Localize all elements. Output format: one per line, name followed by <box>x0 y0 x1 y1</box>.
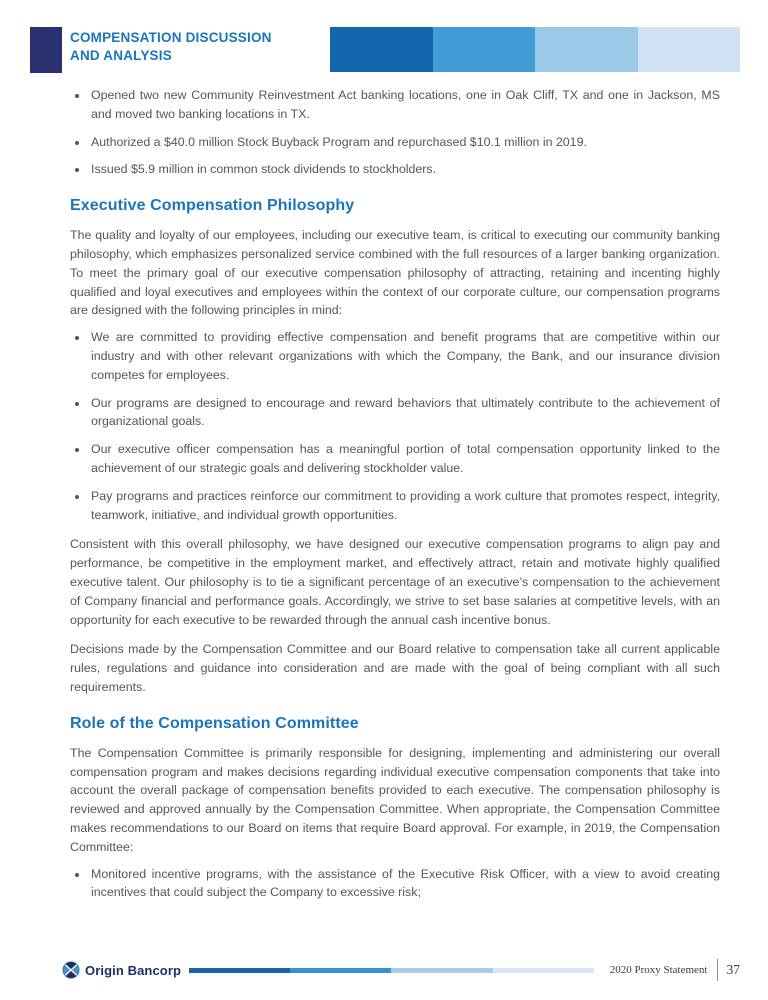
bar-segment <box>330 27 433 72</box>
document-label: 2020 Proxy Statement <box>609 964 708 976</box>
list-item-text: Pay programs and practices reinforce our commitment to providing a work culture that promotes respect, integrity, teamwork, initiative, and individual growth opportunities. <box>91 488 720 522</box>
footer-gradient-bar <box>189 968 594 973</box>
bar-segment <box>493 968 594 973</box>
bullet-icon <box>75 448 79 452</box>
bar-segment <box>391 968 492 973</box>
page-footer <box>62 958 740 982</box>
section-heading: Role of the Compensation Committee <box>70 714 359 732</box>
list-item-text: Opened two new Community Reinvestment Act banking locations, one in Oak Cliff, TX and one in Jackson, MS and moved two banking locations in TX. <box>91 88 720 121</box>
bar-segment <box>189 968 290 973</box>
list-item <box>70 86 720 124</box>
list-item-text: Our executive officer compensation has a meaningful portion of total compensation opportunity linked to the achievement of our strategic goals and delivering stockholder value. <box>91 442 720 475</box>
bar-segment <box>433 27 536 72</box>
page-title-line2: AND ANALYSIS <box>70 47 172 63</box>
paragraph: The quality and loyalty of our employees, including our executive team, is critical to executing our community banking philosophy, which emphasizes personalized service combined with the full resources of a larger banking organization. To meet the primary goal of our executive compensation philosophy of attracting, retaining and incenting highly qualified and loyal executives and employees within the context of our corporate culture, our compensation programs are designed with the following principles in mind: <box>70 228 720 318</box>
list-item <box>70 160 720 179</box>
list-item <box>70 865 720 903</box>
header-gradient-bar <box>330 27 740 72</box>
company-name: Origin Bancorp <box>85 962 182 978</box>
bullet-icon <box>75 402 79 406</box>
bullet-list <box>70 865 720 903</box>
list-item-text: Our programs are designed to encourage and reward behaviors that ultimately contribute to the achievement of organizational goals. <box>91 395 720 429</box>
bar-segment <box>535 27 638 72</box>
bullet-icon <box>75 336 79 340</box>
list-item <box>70 394 720 432</box>
section-heading: Executive Compensation Philosophy <box>70 197 355 215</box>
page-number: 37 <box>726 962 740 977</box>
bullet-icon <box>75 168 79 172</box>
list-item-text: Monitored incentive programs, with the assistance of the Executive Risk Officer, with a view to avoid creating incentives that could subject the Company to excessive risk; <box>91 866 720 900</box>
bullet-list <box>70 328 720 524</box>
bullet-list <box>70 86 720 179</box>
header-accent-square <box>30 27 62 73</box>
list-item <box>70 440 720 478</box>
list-item <box>70 487 720 525</box>
paragraph: The Compensation Committee is primarily responsible for designing, implementing and administering our overall compensation program and makes decisions regarding individual executive compensation components that take into account the overall package of compensation benefits provided to each executive. The compensation philosophy is reviewed and approved annually by the Compensation Committee. When appropriate, the Compensation Committee makes recommendations to our Board on items that require Board approval. For example, in 2019, the Compensation Committee: <box>70 745 720 854</box>
bullet-icon <box>75 873 79 877</box>
page-sections <box>70 86 720 902</box>
paragraph: Consistent with this overall philosophy, we have designed our executive compensation programs to align pay and performance, be competitive in the employment market, and effectively attract, retain and motivate highly qualified executive talent. Our philosophy is to tie a significant percentage of an executive’s compensation to the achievement of Company financial and performance goals. Accordingly, we strive to set base salaries at competitive levels, with an opportunity for each executive to be rewarded through the annual cash incentive bonus. <box>70 537 720 627</box>
bullet-icon <box>75 141 79 145</box>
bar-segment <box>290 968 391 973</box>
page-title-line1: COMPENSATION DISCUSSION <box>70 30 272 45</box>
list-item-text: Authorized a $40.0 million Stock Buyback Program and repurchased $10.1 million in 2019. <box>91 134 587 149</box>
list-item-text: Issued $5.9 million in common stock dividends to stockholders. <box>91 162 437 177</box>
paragraph: Decisions made by the Compensation Committee and our Board relative to compensation take all current applicable rules, regulations and guidance into consideration and are made with the goal of being compliant with all such requirements. <box>70 642 720 694</box>
bar-segment <box>638 27 741 72</box>
list-item <box>70 328 720 384</box>
bullet-icon <box>75 495 79 499</box>
list-item-text: We are committed to providing effective compensation and benefit programs that are competitive within our industry and with other relevant organizations with which the Company, the Bank, and our insurance division competes for employees. <box>91 330 720 382</box>
list-item <box>70 133 720 152</box>
footer-divider <box>717 959 718 981</box>
page-title <box>70 29 272 64</box>
bullet-icon <box>75 94 79 98</box>
origin-bancorp-logo-icon <box>62 961 80 979</box>
